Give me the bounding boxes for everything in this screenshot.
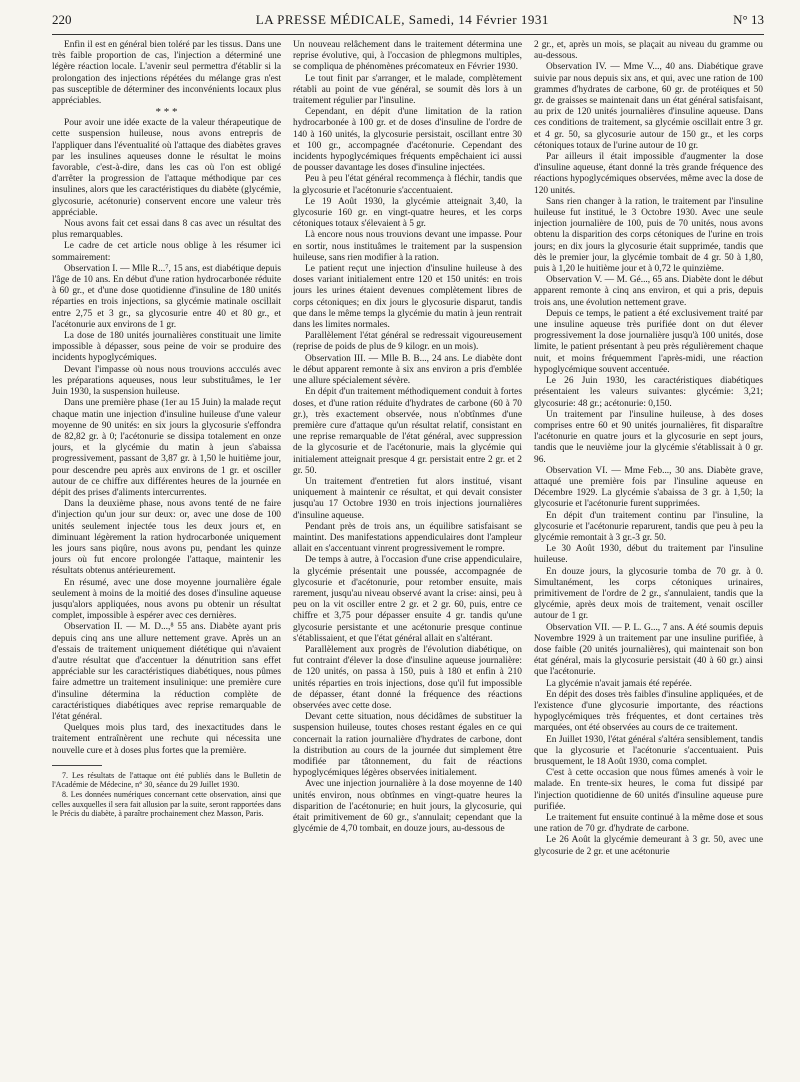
journal-title: LA PRESSE MÉDICALE, Samedi, 14 Février 1931 bbox=[255, 12, 549, 27]
paragraph: Sans rien changer à la ration, le traitement par l'insuline huileuse fut institué, le 3 Octobre 1930. Avec une seule injection journalière de 100, puis de 70 unités, nous avons obtenu la disparition des corps cétoniques de l'urine en trois jours; en dix jours la glycosurie était supprimée, tandis que dès le premier jour, la glycémie tombait de 4 gr. 50 à 1,80, puis à 1,20 le huitième jour et à 0,72 le quinzième. bbox=[534, 196, 763, 275]
footnotes bbox=[52, 771, 281, 819]
page-number: 220 bbox=[52, 12, 72, 27]
paragraph: Par ailleurs il était impossible d'augmenter la dose d'insuline aqueuse, étant donné la très grande fréquence des réactions hypoglycémiques observées, même avec la dose de 120 unités. bbox=[534, 152, 763, 196]
paragraph: Observation V. — M. Gé..., 65 ans. Diabète dont le début apparent remonte à cinq ans environ, et qui a pris, depuis trois ans, une évolution nettement grave. bbox=[534, 275, 763, 308]
column-1 bbox=[52, 40, 281, 1072]
paragraph: Le patient reçut une injection d'insuline huileuse à des doses variant initialement entre 120 et 150 unités: en trois jours les urines étaient devenues complètement libres de corps cétoniques; en dix jours le glycosurie disparut, tandis que dans le même temps la glycémie du matin à jeun rentrait dans les limites normales. bbox=[293, 264, 522, 331]
paragraph: La dose de 180 unités journalières constituait une limite impossible à dépasser, sous peine de voir se produire des incidents hypoglycémiques. bbox=[52, 331, 281, 364]
paragraph: Parallèlement aux progrès de l'évolution diabétique, on fut contraint d'élever la dose d'insuline aqueuse journalière: de 120 unités, on passa à 150, puis à 180 et enfin à 210 unités réparties en trois injections, dose qu'il fut impossible de dépasser, étant donné la fréquence des réactions observées avec cette dose. bbox=[293, 644, 522, 711]
paragraph: En dépit des doses très faibles d'insuline appliquées, et de l'existence d'une glycosurie importante, des réactions hypoglycémiques très fréquentes, et dont certaines très marquées, ont été observées au cours de ce traitement. bbox=[534, 689, 763, 734]
paragraph: Un nouveau relâchement dans le traitement détermina une reprise évolutive, qui, à l'occasion de phlegmons multiples, se compliqua de phénomènes précomateux en Février 1930. bbox=[293, 40, 522, 73]
paragraph: Le 26 Août la glycémie demeurant à 3 gr. 50, avec une glycosurie de 2 gr. et une acétonurie bbox=[534, 835, 763, 857]
paragraph: Dans une première phase (1er au 15 Juin) la malade reçut chaque matin une injection d'insuline huileuse d'une valeur moyenne de 90 unités: en six jours la glycosurie s'effondra de 82,82 gr. à 0; l'acétonurie se dissipa totalement en onze jours, et la glycémie du matin à jeun s'abaissa progressivement, passant de 3,87 gr. à 1,50 le huitième jour, pour descendre peu après aux environs de 1 gr. et osciller autour de ce chiffre aux différentes heures de la journée en dépit des prises d'aliments intercurrentes. bbox=[52, 398, 281, 498]
paragraph: C'est à cette occasion que nous fûmes amenés à voir le malade. En trente-six heures, le coma fut dissipé par l'injection quotidienne de 60 unités d'insuline aqueuse pure purifiée. bbox=[534, 768, 763, 812]
paragraph: Pendant près de trois ans, un équilibre satisfaisant se maintint. Des manifestations appendiculaires dont l'ampleur allait en s'accentuant vinrent progressivement le rompre. bbox=[293, 521, 522, 555]
paragraph: Devant l'impasse où nous nous trouvions accculés avec les préparations aqueuses, nous leur substituâmes, le 1er Juin 1930, la suspension huileuse. bbox=[52, 364, 281, 398]
paragraph: 2 gr., et, après un mois, se plaçait au niveau du gramme ou au-dessous. bbox=[534, 40, 763, 62]
paragraph: En Juillet 1930, l'état général s'altéra sensiblement, tandis que la glycosurie et l'acétonurie s'accentuaient. Puis brusquement, le 18 Août 1930, coma complet. bbox=[534, 734, 763, 767]
footnote-rule bbox=[52, 765, 102, 766]
paragraph: En dépit d'un traitement méthodiquement conduit à fortes doses, et d'une ration réduite d'hydrates de carbone (60 à 70 gr.), très exactement observée, nous n'obtînmes d'une première cure d'attaque qu'un résultat relatif, consistant en une reprise remarquable de l'état général, avec suppression de la glycosurie et de l'acétonurie, mais la glycémie qui initialement atteignait presque 4 gr. persistait entre 2 gr. et 2 gr. 50. bbox=[293, 387, 522, 476]
column-2 bbox=[293, 40, 522, 1072]
paragraph: Depuis ce temps, le patient a été exclusivement traité par une insuline aqueuse très purifiée dont on dut élever progressivement la dose journalière jusqu'à 100 unités, dose limite, le patient présentant à peu près régulièrement chaque nuit, et moins fréquemment l'après-midi, une réaction hypoglycémique souvent accentuée. bbox=[534, 308, 763, 375]
paragraph: Observation VII. — P. L. G..., 7 ans. A été soumis depuis Novembre 1929 à un traitement par une insuline purifiée, à dose faible (20 unités journalières), qui maintenait son bon état général, mais la glycosurie persistait (40 à 60 gr.) ainsi que l'acétonurie. bbox=[534, 622, 763, 678]
paragraph: Le cadre de cet article nous oblige à les résumer ici sommairement: bbox=[52, 241, 281, 263]
paragraph: Le tout finit par s'arranger, et le malade, complètement rétabli au point de vue général, se soumit dès lors à un traitement régulier par l'insuline. bbox=[293, 73, 522, 107]
paragraph: Observation IV. — Mme V..., 40 ans. Diabétique grave suivie par nous depuis six ans, et qui, avec une ration de 100 grammes d'hydrates de carbone, 60 gr. de protéiques et 50 gr. de graisses se maintenait dans un état général satisfaisant, au prix de 120 unités journalières d'insuline aqueuse. Dans ces conditions de traitement, sa glycémie oscillait entre 3 gr. et 4 gr. 50, sa glycosurie autour de 150 gr., et les corps cétoniques totaux de l'urine autour de 10 gr. bbox=[534, 62, 763, 151]
paragraph: Avec une injection journalière à la dose moyenne de 140 unités environ, nous obtînmes en vingt-quatre heures la disparition de l'acétonurie; en huit jours, la glycosurie, qui était primitivement de 60 gr., s'annulait; cependant que la glycémie de 4,70 tombait, en douze jours, au-dessous de bbox=[293, 779, 522, 835]
paragraph: Devant cette situation, nous décidâmes de substituer la suspension huileuse, toutes choses restant égales en ce qui concernait la ration journalière d'hydrates de carbone, dont la distribution au cours de la journée dut simplement être modifiée par tâtonnement, du fait de réactions hypoglycémiques légères observées initialement. bbox=[293, 712, 522, 779]
paragraph: Observation VI. — Mme Feb..., 30 ans. Diabète grave, attaqué une première fois par l'insuline aqueuse en Décembre 1929. La glycémie s'abaissa de 3 gr. à 1,50; la glycosurie et l'acétonurie furent supprimées. bbox=[534, 465, 763, 510]
paragraph: Parallèlement l'état général se redressait vigoureusement (reprise de poids de plus de 9 kilogr. en un mois). bbox=[293, 331, 522, 353]
paragraph: Le 26 Juin 1930, les caractéristiques diabétiques présentaient les valeurs suivantes: glycémie: 3,21; glycosurie: 48 gr.; acétonurie: 0,150. bbox=[534, 376, 763, 409]
footnote: 8. Les données numériques concernant cette observation, ainsi que celles auxquelles il sera fait allusion par la suite, seront rapportées dans le Précis du diabète, à paraître prochainement chez Masson, Paris. bbox=[52, 789, 281, 819]
paragraph: Un traitement d'entretien fut alors institué, visant uniquement à maintenir ce résultat, et qui devait consister jusqu'au 17 Octobre 1930 en trois injections journalières d'insuline aqueuse. bbox=[293, 476, 522, 521]
paragraph: Dans la deuxième phase, nous avons tenté de ne faire d'injection qu'un jour sur deux: or, avec une dose de 100 unités seulement injectée tous les deux jours et, en diminuant légèrement la ration hydrocarbonée uniquement les jours sans piqûre, nous avons pu, pendant les quinze jours où fut encore prolongée l'attaque, maintenir les résultats obtenus antérieurement. bbox=[52, 499, 281, 577]
paragraph: Quelques mois plus tard, des inexactitudes dans le traitement entraînèrent une rechute qui nécessita une nouvelle cure et à doses plus fortes que la première. bbox=[52, 723, 281, 756]
paragraph: Là encore nous nous trouvions devant une impasse. Pour en sortir, nous instituâmes le traitement par la suspension huileuse, sans rien modifier à la ration. bbox=[293, 230, 522, 263]
paragraph: En dépit d'un traitement continu par l'insuline, la glycosurie et l'acétonurie reparurent, tandis que peu à peu la glycémie remontait à 3 gr.-3 gr. 50. bbox=[534, 510, 763, 543]
paragraph: De temps à autre, à l'occasion d'une crise appendiculaire, la glycémie présentait une poussée, accompagnée de glycosurie et d'acétonurie, pour retomber ensuite, mais rarement, jusqu'au niveau observé avant la crise: ainsi, peu à peu on la vit osciller entre 2 gr. et 2 gr. 60, puis, entre ce chiffre et 3,75 pour dépasser ensuite 4 gr. tandis qu'une glycosurie persistante et une acétonurie presque continue s'établissaient, et que l'état général allait en s'altérant. bbox=[293, 555, 522, 644]
paragraph: Le traitement fut ensuite continué à la même dose et sous une ration de 70 gr. d'hydrate de carbone. bbox=[534, 813, 763, 835]
paragraph: Pour avoir une idée exacte de la valeur thérapeutique de cette suspension huileuse, nous avons entrepris de l'appliquer dans l'éventualité où l'attaque des diabètes graves par les insulines aqueuses donne le résultat le moins favorable, c'est-à-dire, dans les cas où l'on est obligé d'arrêter la progression de l'attaque méthodique par ces insulines, alors que les caractéristiques du diabète (glycémie, glycosurie, acétonurie) conservent encore une valeur très appréciable. bbox=[52, 118, 281, 218]
paragraph: Observation I. — Mlle R...⁷, 15 ans, est diabétique depuis l'âge de 10 ans. En début d'une ration hydrocarbonée réduite à 60 gr., et d'une dose quotidienne d'insuline de 180 unités réparties en trois injections, sa glycémie matinale oscillait entre 2,75 et 3 gr., sa glycosurie entre 40 et 80 gr., et l'acétonurie aux environs de 1 gr. bbox=[52, 263, 281, 330]
footnote: 7. Les résultats de l'attaque ont été publiés dans le Bulletin de l'Académie de Médecine, n° 30, séance du 29 Juillet 1930. bbox=[52, 770, 281, 790]
paragraph: Enfin il est en général bien toléré par les tissus. Dans une très faible proportion de cas, l'injection a déterminé une légère réaction locale. L'avenir seul permettra d'établir si la prolongation des injections répétées du mélange gras n'est pas susceptible de déterminer des inconvénients locaux plus appréciables. bbox=[52, 40, 281, 107]
paragraph: Le 19 Août 1930, la glycémie atteignait 3,40, la glycosurie 160 gr. en vingt-quatre heures, et les corps cétoniques totaux s'élevaient à 5 gr. bbox=[293, 196, 522, 230]
issue-number: N° 13 bbox=[733, 12, 764, 27]
paragraph: La glycémie n'avait jamais été repérée. bbox=[546, 678, 692, 689]
article-columns bbox=[52, 40, 764, 1072]
paragraph: Observation II. — M. D...,⁸ 55 ans. Diabète ayant pris depuis cinq ans une allure nettement grave. Après un an d'essais de traitement uniquement diététique qui n'avaient d'autre résultat que d'accentuer la dénutrition sans effet appréciable sur les caractéristiques diabétiques, nous pûmes faire admettre un traitement insulinique: une première cure d'insuline détermina la réduction complète de caractéristiques diabétiques avec reprise remarquable de l'état général. bbox=[52, 622, 281, 722]
paragraph: Nous avons fait cet essai dans 8 cas avec un résultat des plus remarquables. bbox=[52, 219, 281, 241]
paragraph: En résumé, avec une dose moyenne journalière égale seulement à moins de la moitié des doses d'insuline aqueuse jusqu'alors appliquées, nous avons pu obtenir un résultat complet, impossible à espérer avec ces dernières. bbox=[52, 577, 281, 622]
paragraph: Le 30 Août 1930, début du traitement par l'insuline huileuse. bbox=[534, 544, 763, 566]
paragraph: Observation III. — Mlle B. B..., 24 ans. Le diabète dont le début apparent remonte à six ans environ a pris d'emblée une allure spécialement sévère. bbox=[293, 353, 522, 387]
paragraph: En douze jours, la glycosurie tomba de 70 gr. à 0. Simultanément, les corps cétoniques urinaires, primitivement de l'ordre de 2 gr., s'annulaient, tandis que la glycémie, après deux mois de traitement, venait osciller autour de 1 gr. bbox=[534, 566, 763, 622]
paragraph: Cependant, en dépit d'une limitation de la ration hydrocarbonée à 100 gr. et de doses d'insuline de l'ordre de 140 à 160 unités, la glycosurie persistait, oscillant entre 30 et 100 gr., accompagnée d'acétonurie. Cependant des incidents hypoglycémiques fréquents empêchaient ici aussi de pousser davantage les doses d'insuline injectées. bbox=[293, 107, 522, 174]
paragraph: Un traitement par l'insuline huileuse, à des doses comprises entre 60 et 90 unités journalières, fit disparaître l'acétonurie en quatre jours et la glycosurie en sept jours, tandis que le neuvième jour la glycémie s'établissait à 0 gr. 96. bbox=[534, 409, 763, 465]
paragraph: Peu à peu l'état général recommença à fléchir, tandis que la glycosurie et l'acétonurie s'accentuaient. bbox=[293, 174, 522, 196]
page-header bbox=[52, 12, 764, 35]
section-separator: * * * bbox=[155, 106, 178, 119]
column-3 bbox=[534, 40, 763, 1072]
